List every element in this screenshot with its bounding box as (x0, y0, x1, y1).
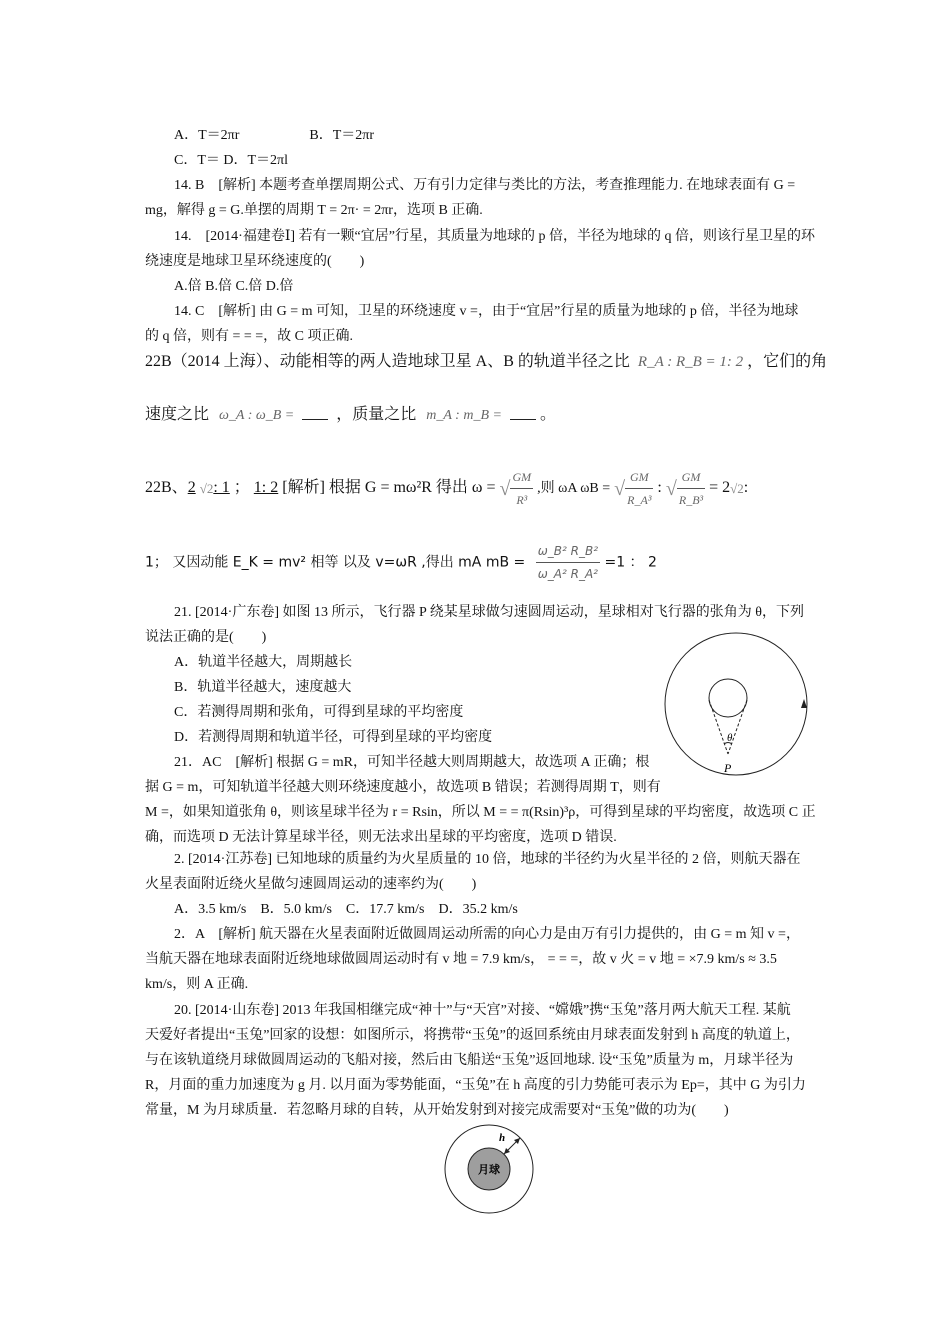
question-14-line2: 绕速度是地球卫星环绕速度的( ) (145, 254, 365, 269)
sqrt-2-a: √2 (199, 480, 214, 496)
question-14-line1: 14. [2014·福建卷Ⅰ] 若有一颗“宜居”行星，其质量为地球的 p 倍，半径为地球的 q 倍，则该行星卫星的环 (174, 229, 815, 244)
kinetic-energy-text: 1； 又因动能 E_K = mv² 相等 以及 v=ωR ,得出 mA mB = (145, 554, 526, 571)
angular-speed-ratio: ω_A : ω_B = (219, 408, 295, 423)
colon: : (657, 479, 662, 497)
denominator: R³ (516, 493, 528, 507)
question-2-line2: 火星表面附近绕火星做匀速圆周运动的速率约为( ) (145, 877, 477, 892)
mass-ratio: m_A : m_B = (426, 408, 502, 423)
answer-value-1: 2 (187, 479, 196, 497)
planet-circle (709, 679, 747, 717)
mass-ratio-result: =1 ： 2 (604, 554, 657, 571)
orbit-circle (665, 633, 807, 775)
solution-21-line3: M =，如果知道张角 θ，则该星球半径为 r = Rsin，所以 M = = π(Rsin)³ρ，可得到星球的平均密度，故选项 C 正 (145, 805, 816, 820)
numerator: ω_B² R_B² (536, 540, 600, 563)
answer-value-1b: : 1 (213, 479, 230, 497)
omega-ratio-text: ,则 ωA ωB = (537, 481, 611, 497)
question-21-line2: 说法正确的是( ) (145, 630, 267, 645)
choice-line-ab: A．T＝2πr B．T＝2πr (174, 128, 375, 143)
question-21-line1: 21. [2014·广东卷] 如图 13 所示，飞行器 P 绕某星球做匀速圆周运动，星球相对飞行器的张角为 θ，下列 (174, 605, 804, 620)
colon: : (743, 479, 749, 497)
answer-22b-line1 (145, 466, 748, 511)
solution-14b-line1: 14. B [解析] 本题考查单摆周期公式、万有引力定律与类比的方法，考查推理能力. 在地球表面有 G = (174, 178, 796, 193)
sqrt-sign: √ (614, 477, 626, 500)
question-21-choice-c: C．若测得周期和张角，可得到星球的平均密度 (174, 705, 464, 720)
fraction-gm-ra3 (625, 466, 653, 511)
answer-blank-1 (302, 411, 328, 420)
answer-22b-label: 22B、 (145, 479, 188, 497)
theta-label: θ (727, 732, 733, 744)
solution-21-line4: 确，而选项 D 无法计算星球半径，则无法求出星球的平均密度，选项 D 错误. (145, 830, 617, 845)
sqrt-sign: √ (499, 477, 511, 500)
moon-label: 月球 (478, 1164, 500, 1176)
solution-21-line2: 据 G = m，可知轨道半径越大则环绕速度越小，故选项 B 错误；若测得周期 T，则有 (145, 780, 661, 795)
question-22b-tail: ，它们的角 (747, 353, 828, 370)
answer-22b-line2 (145, 540, 657, 585)
direction-arrow-icon (801, 699, 807, 708)
numerator: GM (625, 466, 653, 489)
sqrt-sign: √ (665, 477, 677, 500)
question-21-choice-d: D．若测得周期和轨道半径，可得到星球的平均密度 (174, 730, 493, 745)
question-2-line1: 2. [2014·江苏卷] 已知地球的质量约为火星质量的 10 倍，地球的半径约为火星半径的 2 倍，则航天器在 (174, 852, 801, 867)
solution-2-line2: 当航天器在地球表面附近绕地球做圆周运动时有 v 地 = 7.9 km/s， = = =，故 v 火 = v 地 = ×7.9 km/s ≈ 3.5 (145, 952, 777, 967)
point-p-label: P (724, 761, 732, 775)
radius-ratio: R_A : R_B = 1: 2 (637, 354, 744, 370)
orbit-diagram (658, 628, 814, 784)
result-value: = 2 (709, 479, 731, 497)
denominator: R_A³ (627, 493, 652, 507)
answer-22b-analysis: [解析] 根据 G = mω²R 得出 ω = (282, 479, 496, 497)
solution-2-line1: 2．A [解析] 航天器在火星表面附近做圆周运动所需的向心力是由万有引力提供的，由 G = m 知 v =， (174, 927, 800, 942)
question-20-line3: 与在该轨道绕月球做圆周运动的飞船对接，然后由飞船送“玉兔”返回地球. 设“玉兔”质量为 m，月球半径为 (145, 1053, 794, 1068)
angular-speed-ratio-label: 速度之比 (145, 406, 210, 423)
solution-14c-line2: 的 q 倍，则有 = = =，故 C 项正确. (145, 329, 354, 344)
solution-14b-line2: mg，解得 g = G.单摆的周期 T = 2π· = 2πr，选项 B 正确. (145, 203, 483, 218)
question-20-line1: 20. [2014·山东卷] 2013 年我国相继完成“神十”与“天宫”对接、“嫦娥”携“玉兔”落月两大航天工程. 某航 (174, 1003, 791, 1018)
question-22b-line2: 速度之比 ω_A : ω_B = ，质量之比 m_A : m_B = 。 (145, 406, 556, 423)
question-20-line2: 天爱好者提出“玉兔”回家的设想：如图所示，将携带“玉兔”的返回系统由月球表面发射到 h 高度的轨道上， (145, 1028, 800, 1043)
solution-14c-line1: 14. C [解析] 由 G = m 可知，卫星的环绕速度 v =，由于“宜居”行星的质量为地球的 p 倍，半径为地球 (174, 304, 799, 319)
question-20-line5: 常量，M 为月球质量．若忽略月球的自转，从开始发射到对接完成需要对“玉兔”做的功为( ) (145, 1103, 729, 1118)
numerator: GM (677, 466, 705, 489)
question-21-choice-b: B．轨道半径越大，速度越大 (174, 680, 352, 695)
numerator: GM (510, 466, 533, 489)
answer-blank-2 (510, 411, 536, 420)
mass-ratio-label: ，质量之比 (336, 406, 417, 423)
question-20-line4: R，月面的重力加速度为 g 月. 以月面为零势能面，“玉兔”在 h 高度的引力势能可表示为 Ep=，其中 G 为引力 (145, 1078, 806, 1093)
height-label: h (499, 1132, 506, 1144)
solution-2-line3: km/s，则 A 正确. (145, 977, 249, 992)
fraction-gm-rb3 (677, 466, 705, 511)
sqrt-2-b: √2 (730, 480, 744, 496)
answer-value-2: 1: 2 (253, 479, 279, 497)
solution-21-line1: 21．AC [解析] 根据 G = mR，可知半径越大则周期越大，故选项 A 正确；根 (174, 755, 650, 770)
question-22b-text: 22B（2014 上海）、动能相等的两人造地球卫星 A、B 的轨道半径之比 (145, 353, 630, 370)
fraction-gm-r3 (510, 466, 533, 511)
question-2-choices: A．3.5 km/s B．5.0 km/s C．17.7 km/s D．35.2 km/s (174, 902, 518, 917)
denominator: ω_A² R_A² (537, 567, 598, 581)
question-14-choices: A.倍 B.倍 C.倍 D.倍 (174, 279, 294, 294)
question-22b-line1 (145, 351, 827, 373)
denominator: R_B³ (678, 493, 704, 507)
question-21-choice-a: A．轨道半径越大，周期越长 (174, 655, 353, 670)
fraction-mass-ratio (536, 540, 600, 585)
separator: ； (233, 479, 250, 497)
moon-orbit-diagram (443, 1123, 535, 1215)
choice-line-cd: C．T＝ D．T＝2πl (174, 153, 289, 168)
